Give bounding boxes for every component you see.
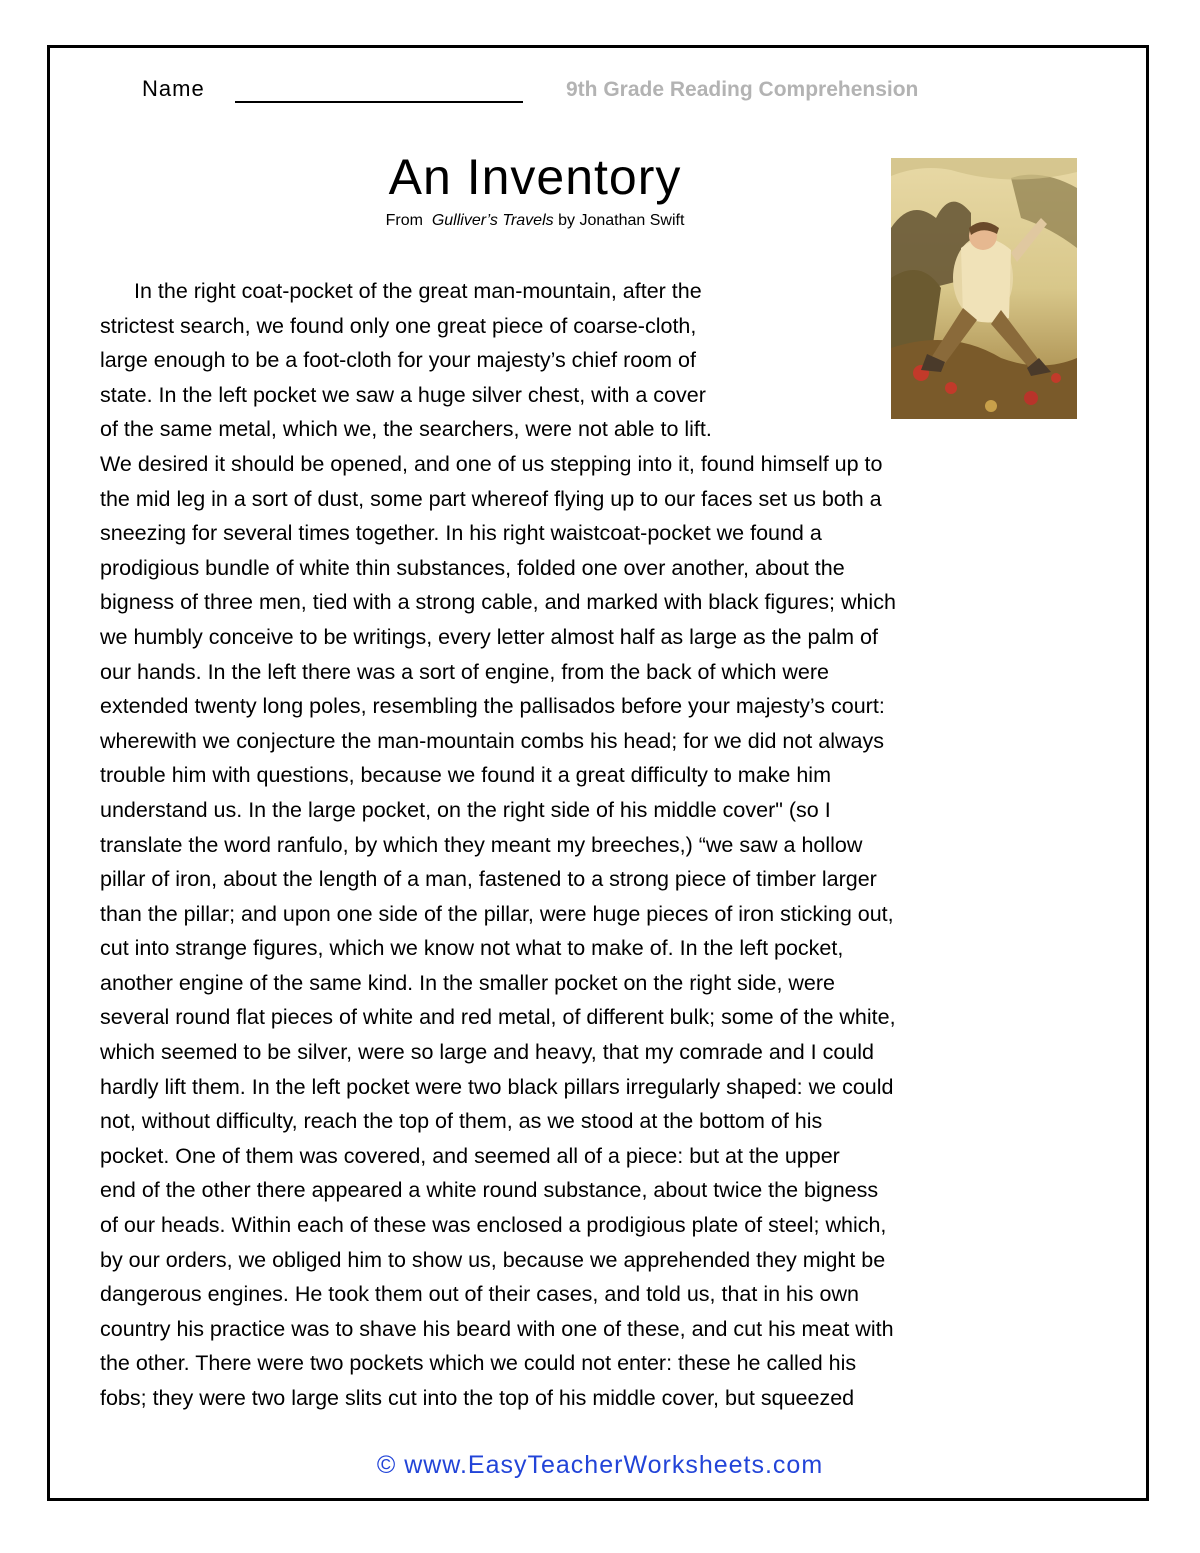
passage-line: the other. There were two pockets which we could not enter: these he called his	[100, 1351, 857, 1376]
name-field-line[interactable]	[235, 101, 523, 103]
byline-suffix: by Jonathan Swift	[558, 212, 685, 229]
passage-line: of the same metal, which we, the searchers, were not able to lift.	[100, 417, 712, 442]
passage-line: sneezing for several times together. In his right waistcoat-pocket we found a	[100, 521, 822, 546]
grade-label: 9th Grade Reading Comprehension	[566, 78, 919, 101]
passage-line: of our heads. Within each of these was enclosed a prodigious plate of steel; which,	[100, 1213, 887, 1238]
passage-line: extended twenty long poles, resembling the pallisados before your majesty’s court:	[100, 694, 885, 719]
passage-line: trouble him with questions, because we found it a great difficulty to make him	[100, 763, 831, 788]
passage-line: bigness of three men, tied with a strong cable, and marked with black figures; which	[100, 590, 896, 615]
passage-line: pocket. One of them was covered, and seemed all of a piece: but at the upper	[100, 1143, 840, 1168]
passage-line: large enough to be a foot-cloth for your majesty’s chief room of	[100, 348, 696, 373]
byline-work: Gulliver’s Travels	[431, 212, 554, 229]
passage-line: wherewith we conjecture the man-mountain combs his head; for we did not always	[100, 728, 884, 753]
passage-line: translate the word ranfulo, by which they meant my breeches,) “we saw a hollow	[100, 832, 863, 857]
passage-line: country his practice was to shave his beard with one of these, and cut his meat with	[100, 1316, 894, 1341]
passage-line: fobs; they were two large slits cut into the top of his middle cover, but squeezed	[100, 1386, 855, 1410]
passage-line: state. In the left pocket we saw a huge silver chest, with a cover	[100, 382, 706, 407]
passage-line: pillar of iron, about the length of a man, fastened to a strong piece of timber larger	[100, 867, 877, 892]
passage-line: end of the other there appeared a white round substance, about twice the bigness	[100, 1178, 879, 1203]
passage-line: another engine of the same kind. In the smaller pocket on the right side, were	[100, 970, 836, 995]
passage-line: We desired it should be opened, and one of us stepping into it, found himself up to	[100, 451, 883, 476]
footer-website-link[interactable]: © www.EasyTeacherWorksheets.com	[376, 1451, 824, 1479]
passage-line: we humbly conceive to be writings, every letter almost half as large as the palm of	[100, 624, 878, 649]
passage-line: not, without difficulty, reach the top of them, as we stood at the bottom of his	[100, 1109, 823, 1134]
passage-line: than the pillar; and upon one side of the pillar, were huge pieces of iron sticking out,	[100, 901, 894, 926]
passage-line: by our orders, we obliged him to show us, because we apprehended they might be	[100, 1247, 886, 1272]
passage-line: prodigious bundle of white thin substances, folded one over another, about the	[100, 555, 845, 580]
passage-line: dangerous engines. He took them out of their cases, and told us, that in his own	[100, 1282, 859, 1307]
passage	[100, 274, 1100, 1416]
passage-line: which seemed to be silver, were so large and heavy, that my comrade and I could	[100, 1040, 875, 1065]
passage-line: several round flat pieces of white and red metal, of different bulk; some of the white,	[100, 1005, 896, 1030]
passage-line: strictest search, we found only one great piece of coarse-cloth,	[100, 313, 697, 338]
passage-line: hardly lift them. In the left pocket were two black pillars irregularly shaped: we could	[100, 1074, 894, 1099]
passage-line: our hands. In the left there was a sort of engine, from the back of which were	[100, 659, 830, 684]
name-label: Name	[142, 76, 205, 101]
passage-line: the mid leg in a sort of dust, some part whereof flying up to our faces set us both a	[100, 486, 882, 511]
byline	[240, 212, 830, 230]
passage-line: understand us. In the large pocket, on the right side of his middle cover" (so I	[100, 797, 831, 822]
byline-prefix: From	[385, 212, 423, 229]
page-title: An Inventory	[388, 149, 682, 205]
passage-line: cut into strange figures, which we know not what to make of. In the left pocket,	[100, 936, 844, 961]
passage-line: In the right coat-pocket of the great man-mountain, after the	[134, 279, 702, 303]
